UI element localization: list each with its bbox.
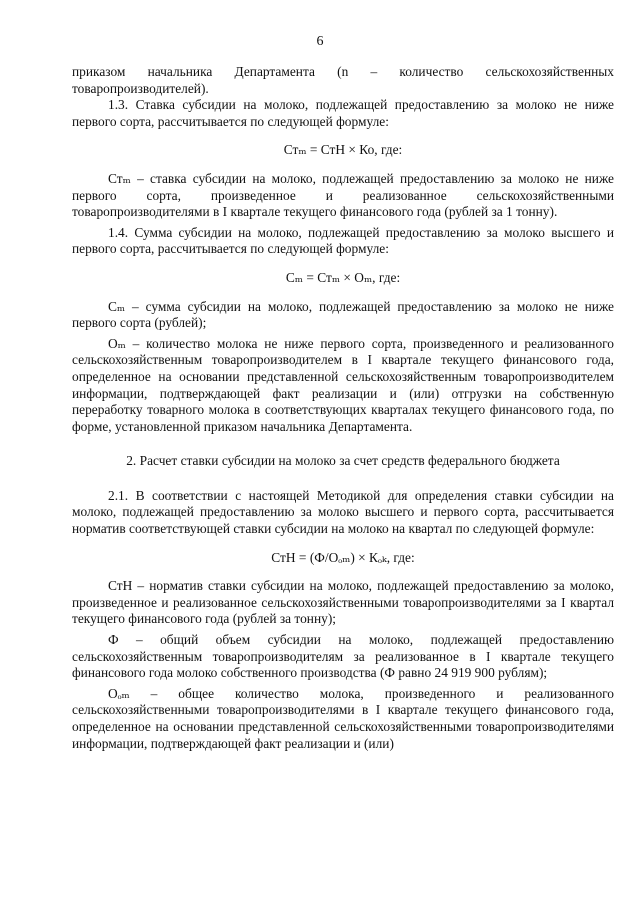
section-heading-2: 2. Расчет ставки субсидии на молоко за счет средств федерального бюджета [126, 453, 560, 469]
document-body [72, 64, 614, 752]
formula-stn: СтН = (Ф/Оₒₘ) × Кₒₖ, где: [271, 549, 415, 565]
definition-stn: СтН – норматив ставки субсидии на молоко, подлежащей предоставлению за молоко, произведенное и реализованное сельскохозяйственными товаропроизводителями за I квартал текущего финансового года (рублей за тонну); [72, 578, 614, 627]
definition-oom: Оₒₘ – общее количество молока, произведенного и реализованного сельскохозяйственными товаропроизводителями в I квартале текущего финансового года, определенное на основании представленной сельскохозяйственными товаропроизводителями информации, подтверждающей факт реализации и (или) [72, 685, 614, 751]
definition-f: Ф – общий объем субсидии на молоко, подлежащей предоставлению сельскохозяйственным товаропроизводителям за реализованное в I квартале текущего финансового года молоко собственного производства (Ф равно 24 919 900 рублям); [72, 632, 614, 681]
formula-stm: Стₘ = СтН × Ко, где: [283, 142, 403, 158]
paragraph-1-3: 1.3. Ставка субсидии на молоко, подлежащей предоставлению за молоко не ниже первого сорта, рассчитывается по следующей формуле: [72, 97, 614, 129]
definition-sm: Сₘ – сумма субсидии на молоко, подлежащей предоставлению за молоко не ниже первого сорта (рублей); [72, 298, 614, 331]
definition-stm: Стₘ – ставка субсидии на молоко, подлежащей предоставлению за молоко не ниже первого сорта, произведенное и реализованное сельскохозяйственными товаропроизводителями в I квартале текущего финансового года (рублей за 1 тонну). [72, 170, 614, 220]
paragraph-1-4: 1.4. Сумма субсидии на молоко, подлежащей предоставлению за молоко высшего и первого сорта, рассчитывается по следующей формуле: [72, 224, 614, 257]
page-number: 6 [316, 34, 324, 49]
paragraph-continuation: приказом начальника Департамента (n – количество сельскохозяйственных товаропроизводителей). [72, 64, 614, 96]
paragraph-2-1: 2.1. В соответствии с настоящей Методикой для определения ставки субсидии на молоко, подлежащей предоставлению за молоко высшего и первого сорта, рассчитывается норматив соответствующей ставки субсидии на молоко на квартал по следующей формуле: [72, 487, 614, 537]
definition-om: Оₘ – количество молока не ниже первого сорта, произведенного и реализованного сельскохозяйственным товаропроизводителем в I квартале текущего финансового года, определенное на основании представленной сельскохозяйственным товаропроизводителем информации, подтверждающей факт реализации и (или) отгрузки на собственную переработку товарного молока в соответствующих кварталах текущего финансового года, по форме, установленной приказом начальника Департамента. [72, 335, 614, 434]
formula-sm: Сₘ = Стₘ × Оₘ, где: [285, 269, 401, 285]
